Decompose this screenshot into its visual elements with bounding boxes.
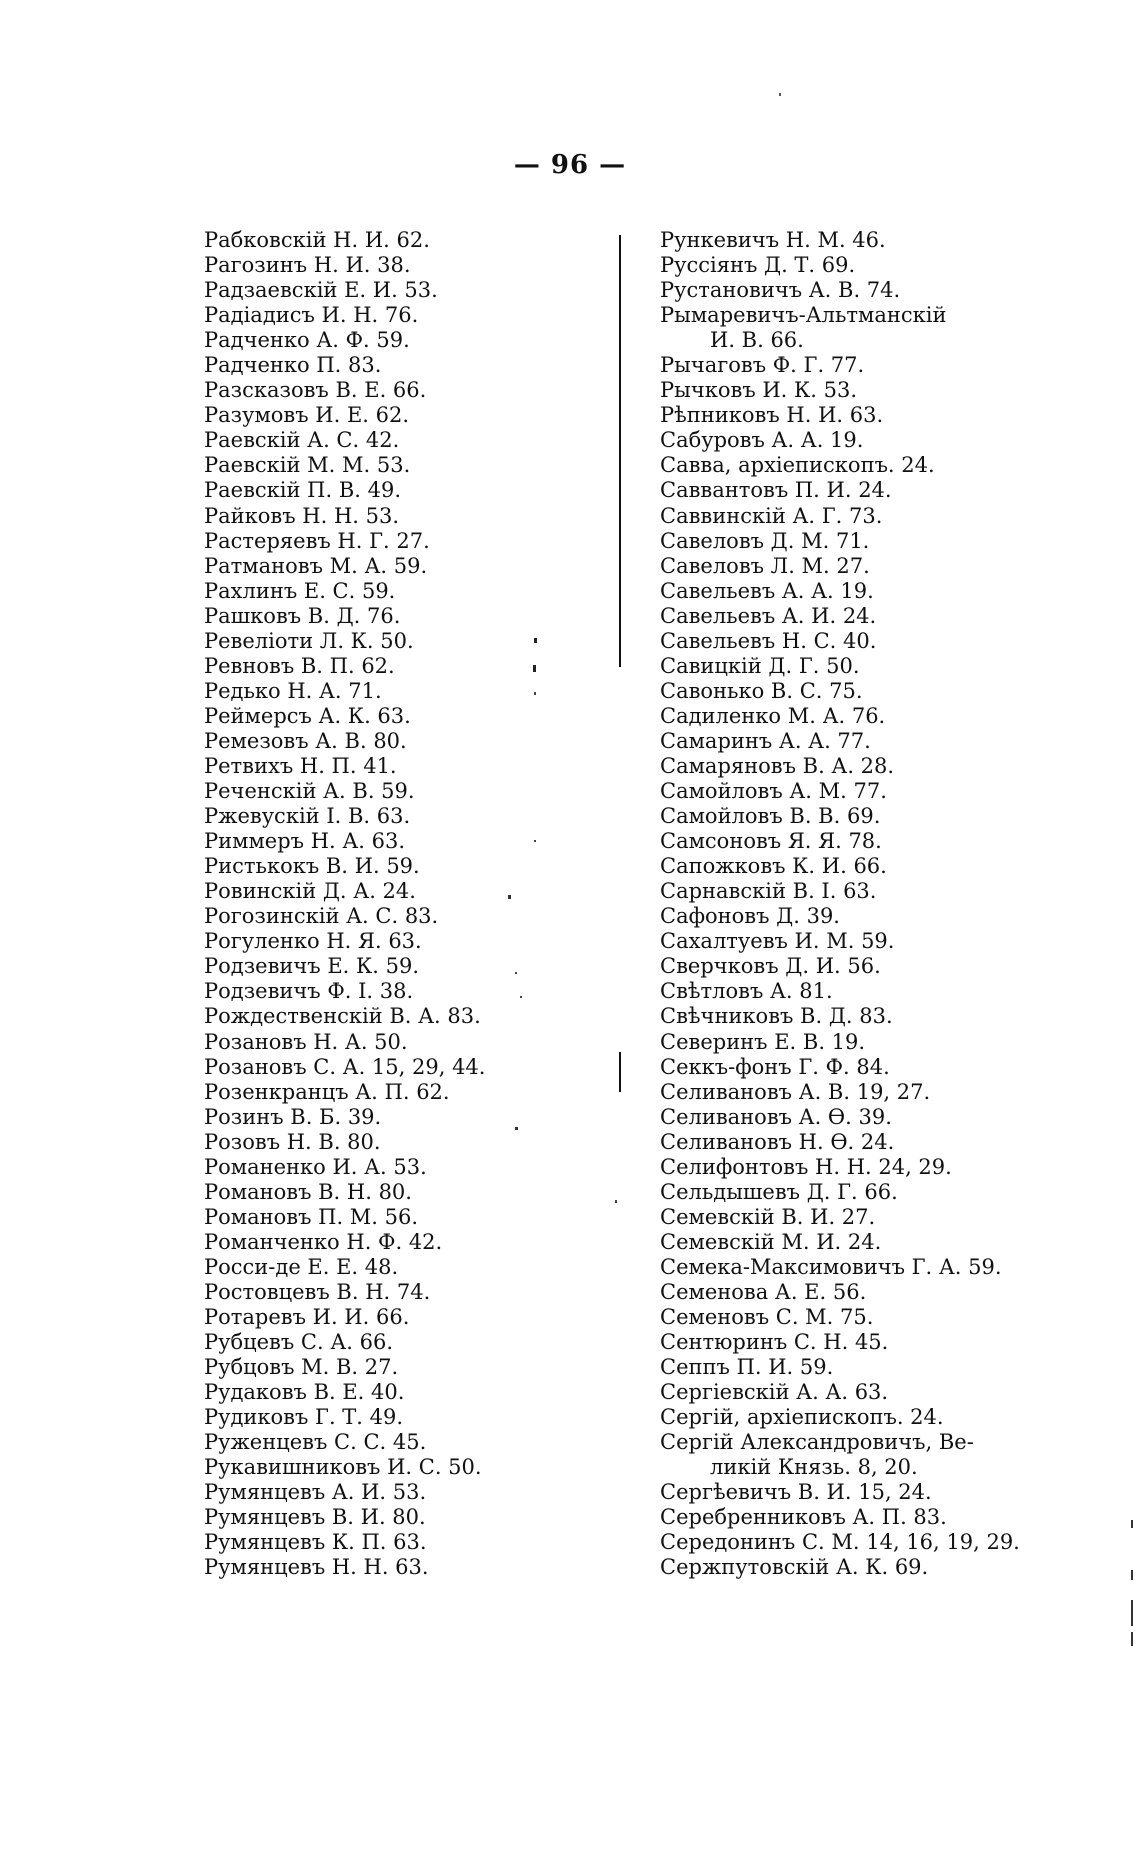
index-entry: Селивановъ А. В. 19, 27. <box>660 1079 931 1104</box>
index-entry: Рубцовъ М. В. 27. <box>204 1355 399 1380</box>
index-entry: Савельевъ А. А. 19. <box>660 578 874 603</box>
index-entry: Розинъ В. Б. 39. <box>204 1104 382 1129</box>
index-entry: Романенко И. А. 53. <box>204 1154 427 1179</box>
index-entry: Сельдышевъ Д. Г. 66. <box>660 1179 898 1204</box>
index-entry: Ретвихъ Н. П. 41. <box>204 753 397 778</box>
index-entry: Селивановъ А. Ѳ. 39. <box>660 1104 892 1129</box>
index-entry: Раевскій П. В. 49. <box>204 478 402 503</box>
index-entry: Свѣчниковъ В. Д. 83. <box>660 1004 893 1029</box>
index-entry: ликій Князь. 8, 20. <box>710 1455 918 1480</box>
index-entry: Ротаревъ И. И. 66. <box>204 1305 410 1330</box>
index-entry: Рычаговъ Ф. Г. 77. <box>660 353 865 378</box>
index-entry: Рагозинъ Н. И. 38. <box>204 253 411 278</box>
index-entry: Рымаревичъ-Альтманскій <box>660 303 947 328</box>
index-entry: Ревновъ В. П. 62. <box>204 653 395 678</box>
index-entry: Родзевичъ Е. К. 59. <box>204 954 420 979</box>
index-entry: Самойловъ А. М. 77. <box>660 779 887 804</box>
index-entry: Райковъ Н. Н. 53. <box>204 503 399 528</box>
index-entry: Романченко Н. Ф. 42. <box>204 1229 443 1254</box>
index-entry: Растеряевъ Н. Г. 27. <box>204 528 430 553</box>
index-entry: Румянцевъ Н. Н. 63. <box>204 1555 429 1580</box>
index-entry: Рашковъ В. Д. 76. <box>204 603 401 628</box>
index-entry: Савеловъ Л. М. 27. <box>660 553 870 578</box>
index-entry: Рычковъ И. К. 53. <box>660 378 858 403</box>
index-entry: Реймерсъ А. К. 63. <box>204 703 411 728</box>
index-entry: Ристькокъ В. И. 59. <box>204 854 420 879</box>
index-entry: Сабуровъ А. А. 19. <box>660 428 864 453</box>
index-entry: Рогуленко Н. Я. 63. <box>204 929 422 954</box>
index-entry: Рудиковъ Г. Т. 49. <box>204 1405 404 1430</box>
index-entry: Сафоновъ Д. 39. <box>660 904 840 929</box>
page-number: — 96 — <box>513 150 627 180</box>
index-entry: Сентюринъ С. Н. 45. <box>660 1330 889 1355</box>
index-entry: Савва, архіепископъ. 24. <box>660 453 935 478</box>
index-entry: Рахлинъ Е. С. 59. <box>204 578 396 603</box>
index-entry: Радченко А. Ф. 59. <box>204 328 410 353</box>
index-entry: Савицкій Д. Г. 50. <box>660 653 860 678</box>
index-entry: Семека-Максимовичъ Г. А. 59. <box>660 1254 1002 1279</box>
index-entry: Сергій Александровичъ, Ве- <box>660 1430 974 1455</box>
index-entry: Самойловъ В. В. 69. <box>660 804 881 829</box>
index-entry: Разумовъ И. Е. 62. <box>204 403 410 428</box>
index-entry: Родзевичъ Ф. І. 38. <box>204 979 414 1004</box>
index-entry: Ржевускій І. В. 63. <box>204 804 411 829</box>
index-entry: Розенкранцъ А. П. 62. <box>204 1079 450 1104</box>
index-entry: Савельевъ Н. С. 40. <box>660 628 877 653</box>
index-entry: Раевскій М. М. 53. <box>204 453 411 478</box>
index-entry: Реченскій А. В. 59. <box>204 779 415 804</box>
index-entry: Разсказовъ В. Е. 66. <box>204 378 427 403</box>
index-entry: Рогозинскій А. С. 83. <box>204 904 439 929</box>
index-entry: Ремезовъ А. В. 80. <box>204 728 407 753</box>
index-entry: Румянцевъ К. П. 63. <box>204 1530 427 1555</box>
column-divider <box>619 235 621 667</box>
index-entry: Рункевичъ Н. М. 46. <box>660 228 886 252</box>
index-entry: Раевскій А. С. 42. <box>204 428 400 453</box>
index-entry: Самаряновъ В. А. 28. <box>660 753 895 778</box>
index-entry: Савонько В. С. 75. <box>660 678 863 703</box>
index-entry: Саввинскій А. Г. 73. <box>660 503 883 528</box>
index-column-right <box>660 228 1090 1581</box>
index-entry: Секкъ-фонъ Г. Ф. 84. <box>660 1054 890 1079</box>
index-entry: Савельевъ А. И. 24. <box>660 603 877 628</box>
index-entry: Рубцевъ С. А. 66. <box>204 1330 393 1355</box>
index-entry: Розановъ С. А. 15, 29, 44. <box>204 1054 486 1079</box>
index-entry: Румянцевъ А. И. 53. <box>204 1480 427 1505</box>
index-entry: Радченко П. 83. <box>204 353 382 378</box>
index-entry: Романовъ В. Н. 80. <box>204 1179 412 1204</box>
index-entry: Савеловъ Д. М. 71. <box>660 528 870 553</box>
index-entry: Семевскій В. И. 27. <box>660 1204 876 1229</box>
index-entry: Самаринъ А. А. 77. <box>660 728 871 753</box>
index-entry: Свѣтловъ А. 81. <box>660 979 833 1004</box>
index-entry: Романовъ П. М. 56. <box>204 1204 419 1229</box>
index-entry: Садиленко М. А. 76. <box>660 703 886 728</box>
index-entry: Розановъ Н. А. 50. <box>204 1029 408 1054</box>
index-entry: Сергіевскій А. А. 63. <box>660 1380 889 1405</box>
index-entry: Ростовцевъ В. Н. 74. <box>204 1279 431 1304</box>
index-entry: Серебренниковъ А. П. 83. <box>660 1505 947 1530</box>
index-entry: Сарнавскій В. І. 63. <box>660 879 877 904</box>
index-entry: Селифонтовъ Н. Н. 24, 29. <box>660 1154 952 1179</box>
index-entry: Рукавишниковъ И. С. 50. <box>204 1455 482 1480</box>
index-entry: Радіадисъ И. Н. 76. <box>204 303 419 328</box>
index-entry: Саввантовъ П. И. 24. <box>660 478 892 503</box>
index-entry: Сверчковъ Д. И. 56. <box>660 954 881 979</box>
index-entry: Рудаковъ В. Е. 40. <box>204 1380 405 1405</box>
index-entry: Середонинъ С. М. 14, 16, 19, 29. <box>660 1530 1020 1555</box>
index-entry: Рождественскій В. А. 83. <box>204 1004 481 1029</box>
index-entry: Сахалтуевъ И. М. 59. <box>660 929 895 954</box>
index-entry: Сергѣевичъ В. И. 15, 24. <box>660 1480 932 1505</box>
index-entry: Ревеліоти Л. К. 50. <box>204 628 414 653</box>
column-divider <box>619 1052 621 1092</box>
index-entry: Румянцевъ В. И. 80. <box>204 1505 426 1530</box>
index-entry: Риммеръ Н. А. 63. <box>204 829 406 854</box>
index-entry: Самсоновъ Я. Я. 78. <box>660 829 882 854</box>
index-entry: Рустановичъ А. В. 74. <box>660 278 901 303</box>
index-entry: И. В. 66. <box>710 328 804 353</box>
index-entry: Розовъ Н. В. 80. <box>204 1129 381 1154</box>
index-entry: Сеппъ П. И. 59. <box>660 1355 834 1380</box>
index-entry: Рѣпниковъ Н. И. 63. <box>660 403 884 428</box>
index-entry: Ратмановъ М. А. 59. <box>204 553 428 578</box>
index-entry: Сергій, архіепископъ. 24. <box>660 1405 944 1430</box>
index-entry: Росси-де Е. Е. 48. <box>204 1254 399 1279</box>
index-entry: Рабковскій Н. И. 62. <box>204 228 430 252</box>
index-entry: Сапожковъ К. И. 66. <box>660 854 887 879</box>
index-entry: Селивановъ Н. Ѳ. 24. <box>660 1129 895 1154</box>
index-entry: Руженцевъ С. С. 45. <box>204 1430 427 1455</box>
index-entry: Сержпутовскій А. К. 69. <box>660 1555 929 1580</box>
index-entry: Северинъ Е. В. 19. <box>660 1029 866 1054</box>
index-entry: Семеновъ С. М. 75. <box>660 1305 874 1330</box>
index-entry: Радзаевскій Е. И. 53. <box>204 278 438 303</box>
index-entry: Редько Н. А. 71. <box>204 678 382 703</box>
index-entry: Семенова А. Е. 56. <box>660 1279 867 1304</box>
index-entry: Руссіянъ Д. Т. 69. <box>660 253 856 278</box>
index-column-left <box>204 228 604 1581</box>
index-entry: Ровинскій Д. А. 24. <box>204 879 416 904</box>
index-entry: Семевскій М. И. 24. <box>660 1229 882 1254</box>
